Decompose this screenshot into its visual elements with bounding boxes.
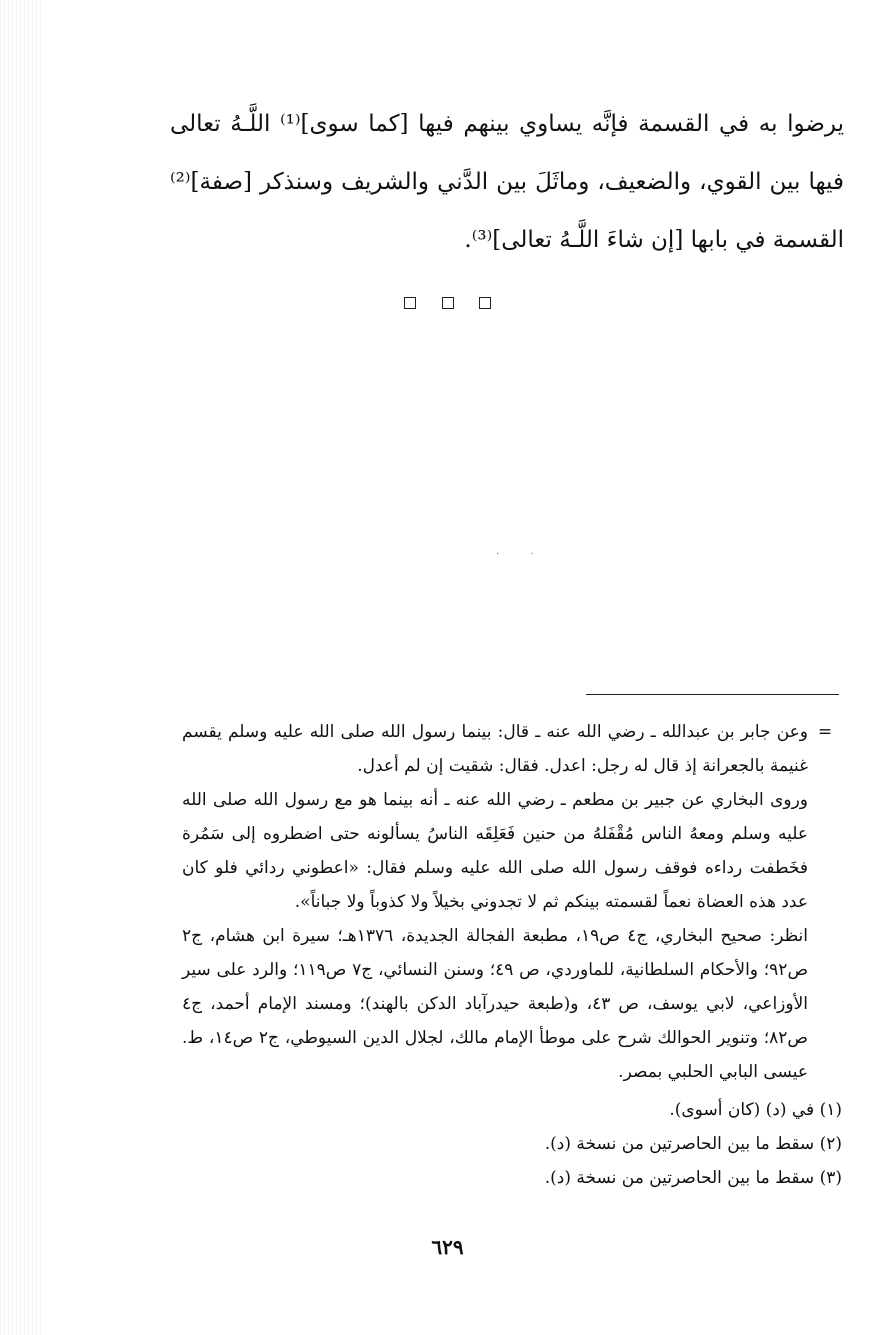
continuation-paragraph: وروى البخاري عن جبير بن مطعم ـ رضي الله عنه ـ أنه بينما هو مع رسول الله صلى الله عليه وسلم ومعهُ الناس مُقْفَلهُ من حنين فَعَلِقَه الناسُ يسألونه حتى اضطروه إلى سَمُرة فخَطفت رداءه فوقف رسول الله صلى الله عليه وسلم فقال: «اعطوني ردائي فلو كان عدد هذه العضاة نعماً لقسمته بينكم ثم لا تجدوني بخيلاً ولا كذوباً ولا جباناً». xyxy=(182,790,808,912)
footnotes-section xyxy=(182,715,842,1195)
separator-box-icon xyxy=(479,297,491,309)
continuation-paragraph: وعن جابر بن عبدالله ـ رضي الله عنه ـ قال: بينما رسول الله صلى الله عليه وسلم يقسم غنيمة بالجعرانة إذ قال له رجل: اعدل. فقال: شقيت إن لم أعدل. xyxy=(182,722,808,776)
footnote-item: (٢) سقط ما بين الحاصرتين من نسخة (د). xyxy=(544,1134,842,1154)
continuation-body xyxy=(182,715,808,1089)
continuation-mark: = xyxy=(817,722,833,742)
scan-gutter xyxy=(0,0,44,1335)
page-number: ٦٢٩ xyxy=(431,1235,464,1259)
footnote-item: (١) في (د) (كان أسوى). xyxy=(669,1100,842,1120)
footnote-continuation xyxy=(182,715,842,1089)
continuation-paragraph: انظر: صحيح البخاري، ج٤ ص١٩، مطبعة الفجالة الجديدة، ١٣٧٦هـ؛ سيرة ابن هشام، ج٢ ص٩٢؛ والأحكام السلطانية، للماوردي، ص ٤٩؛ وسنن النسائي، ج٧ ص١١٩؛ والرد على سير الأوزاعي، لابي يوسف، ص ٤٣، و(طبعة حيدرآباد الدكن بالهند)؛ ومسند الإمام أحمد، ج٤ ص٨٢؛ وتنوير الحوالك شرح على موطأ الإمام مالك، لجلال الدين السيوطي، ج٢ ص١٤، ط. عيسى البابي الحلبي بمصر. xyxy=(182,926,808,1082)
footnote-item: (٣) سقط ما بين الحاصرتين من نسخة (د). xyxy=(544,1168,842,1188)
separator-box-icon xyxy=(442,297,454,309)
section-separator xyxy=(0,294,895,313)
main-text xyxy=(170,95,844,269)
stray-dots: . . xyxy=(496,546,548,557)
footnote-list xyxy=(182,1093,842,1195)
footnote-divider xyxy=(586,694,839,695)
main-paragraph: يرضوا به في القسمة فإنَّه يساوي بينهم فيها [كما سوى]⁽¹⁾ اللَّـهُ تعالى فيها بين القوي، والضعيف، وماثَلَ بين الدَّني والشريف وسنذكر [صفة]⁽²⁾ القسمة في بابها [إن شاءَ اللَّـهُ تعالى]⁽³⁾. xyxy=(170,111,844,253)
separator-box-icon xyxy=(404,297,416,309)
